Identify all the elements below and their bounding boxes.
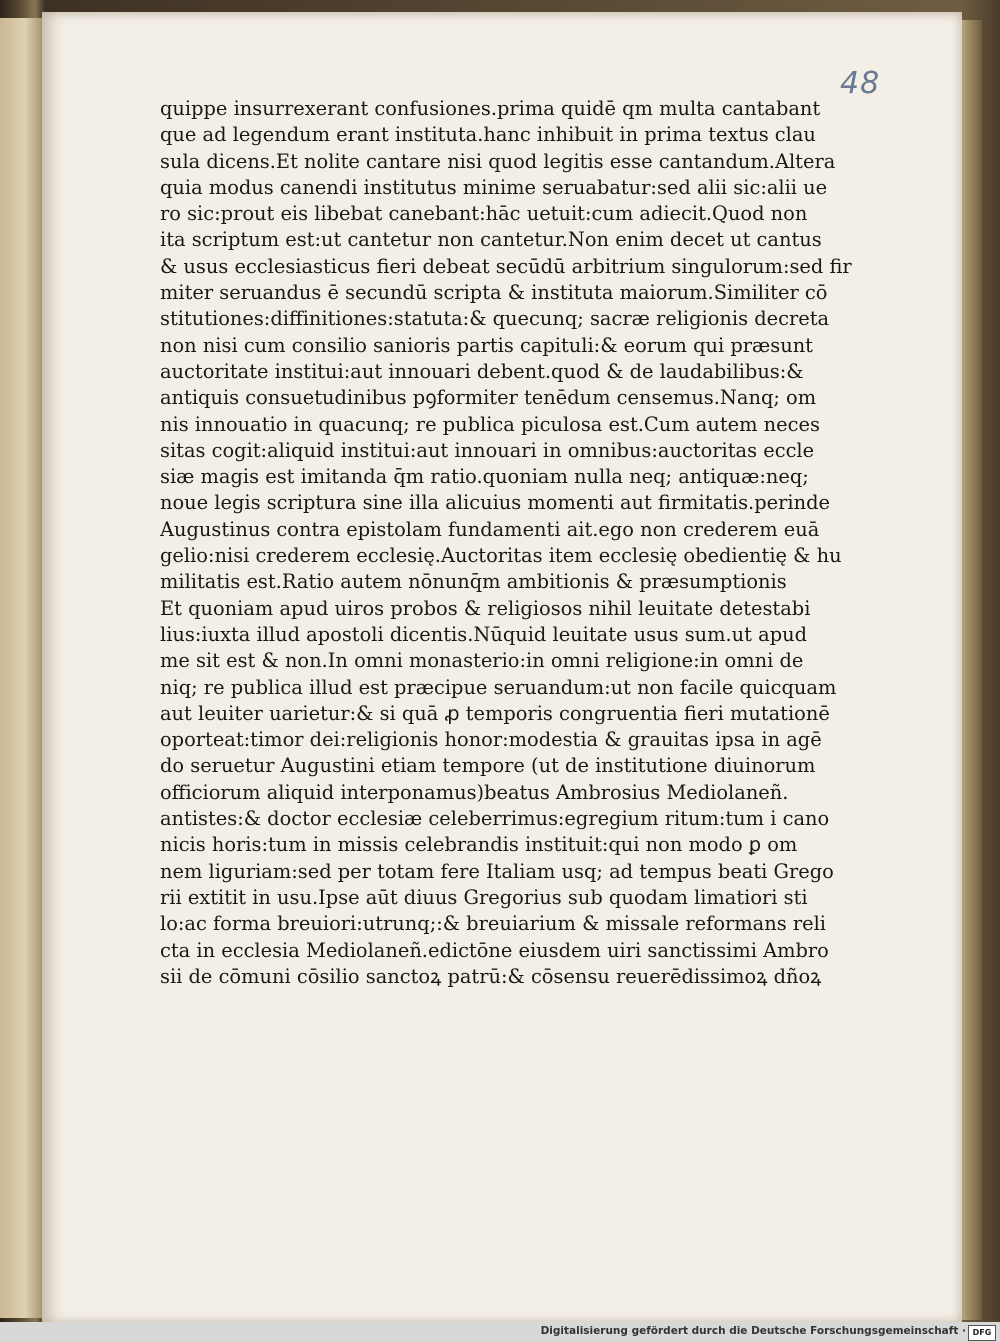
text-line: quia modus canendi institutus minime seruabatur:sed alii sic:alii ue: [160, 175, 828, 199]
text-line: rii extitit in usu.Ipse aūt diuus Gregorius sub quodam limatiori sti: [160, 885, 808, 909]
footer-credit: Digitalisierung gefördert durch die Deutsche Forschungsgemeinschaft ·: [540, 1325, 966, 1337]
text-line: sula dicens.Et nolite cantare nisi quod legitis esse cantandum.Altera: [160, 149, 836, 173]
text-line: sii de cōmuni cōsilio sanctoꝝ patrū:& cōsensu reuerēdissimoꝝ dñoꝝ: [160, 964, 822, 988]
text-line: nem liguriam:sed per totam fere Italiam usq; ad tempus beati Grego: [160, 859, 834, 883]
text-line: niq; re publica illud est præcipue seruandum:ut non facile quicquam: [160, 675, 837, 699]
page-edge-shadow: [962, 20, 982, 1320]
text-line: ita scriptum est:ut cantetur non cantetur.Non enim decet ut cantus: [160, 228, 822, 252]
text-line: gelio:nisi crederem ecclesię.Auctoritas item ecclesię obedientię & hu: [160, 544, 842, 568]
text-line: auctoritate institui:aut innouari debent.quod & de laudabilibus:&: [160, 359, 804, 383]
text-line: que ad legendum erant instituta.hanc inhibuit in prima textus clau: [160, 123, 816, 147]
text-line: lo:ac forma breuiori:utrunq;:& breuiarium & missale reformans reli: [160, 912, 826, 936]
text-line: lius:iuxta illud apostoli dicentis.Nūquid leuitate usus sum.ut apud: [160, 622, 808, 646]
text-line: & usus ecclesiasticus fieri debeat secūdū arbitrium singulorum:sed fir: [160, 254, 852, 278]
text-line: stitutiones:diffinitiones:statuta:& quecunq; sacræ religionis decreta: [160, 307, 830, 331]
text-line: officiorum aliquid interponamus)beatus Ambrosius Mediolaneñ.: [160, 780, 789, 804]
incunabula-text-block: [160, 96, 852, 990]
text-line: cta in ecclesia Mediolaneñ.edictōne eiusdem uiri sanctissimi Ambro: [160, 938, 829, 962]
text-line: antiquis consuetudinibus pꝯformiter tenēdum censemus.Nanq; om: [160, 386, 817, 410]
text-line: militatis est.Ratio autem nōnunq̄m ambitionis & præsumptionis: [160, 570, 787, 594]
text-line: antistes:& doctor ecclesiæ celeberrimus:egregium ritum:tum i cano: [160, 807, 830, 831]
digitization-footer: [0, 1322, 1000, 1342]
text-line: do seruetur Augustini etiam tempore (ut de institutione diuinorum: [160, 754, 816, 778]
text-line: aut leuiter uarietur:& si quā ꝓ temporis congruentia fieri mutationē: [160, 701, 830, 725]
text-line: miter seruandus ē secundū scripta & instituta maiorum.Similiter cō: [160, 281, 828, 305]
folio-number: 48: [840, 66, 881, 101]
text-line: sitas cogit:aliquid institui:aut innouari in omnibus:auctoritas eccle: [160, 438, 815, 462]
text-line: nis innouatio in quacunq; re publica piculosa est.Cum autem neces: [160, 412, 820, 436]
previous-page-edge: [0, 18, 42, 1318]
text-line: nicis horis:tum in missis celebrandis instituit:qui non modo ꝑ om: [160, 833, 798, 857]
dfg-logo-icon: DFG: [968, 1325, 996, 1341]
text-line: non nisi cum consilio sanioris partis capituli:& eorum qui præsunt: [160, 333, 813, 357]
text-line: quippe insurrexerant confusiones.prima quidē qm multa cantabant: [160, 97, 821, 120]
text-line: oporteat:timor dei:religionis honor:modestia & grauitas ipsa in agē: [160, 728, 822, 752]
text-line: Et quoniam apud uiros probos & religiosos nihil leuitate detestabi: [160, 596, 811, 620]
text-line: Augustinus contra epistolam fundamenti ait.ego non crederem euā: [160, 517, 820, 541]
text-line: me sit est & non.In omni monasterio:in omni religione:in omni de: [160, 649, 804, 673]
text-line: ro sic:prout eis libebat canebant:hāc uetuit:cum adiecit.Quod non: [160, 202, 808, 226]
text-line: siæ magis est imitanda q̄m ratio.quoniam nulla neq; antiquæ:neq;: [160, 465, 809, 489]
text-line: noue legis scriptura sine illa alicuius momenti aut firmitatis.perinde: [160, 491, 830, 515]
